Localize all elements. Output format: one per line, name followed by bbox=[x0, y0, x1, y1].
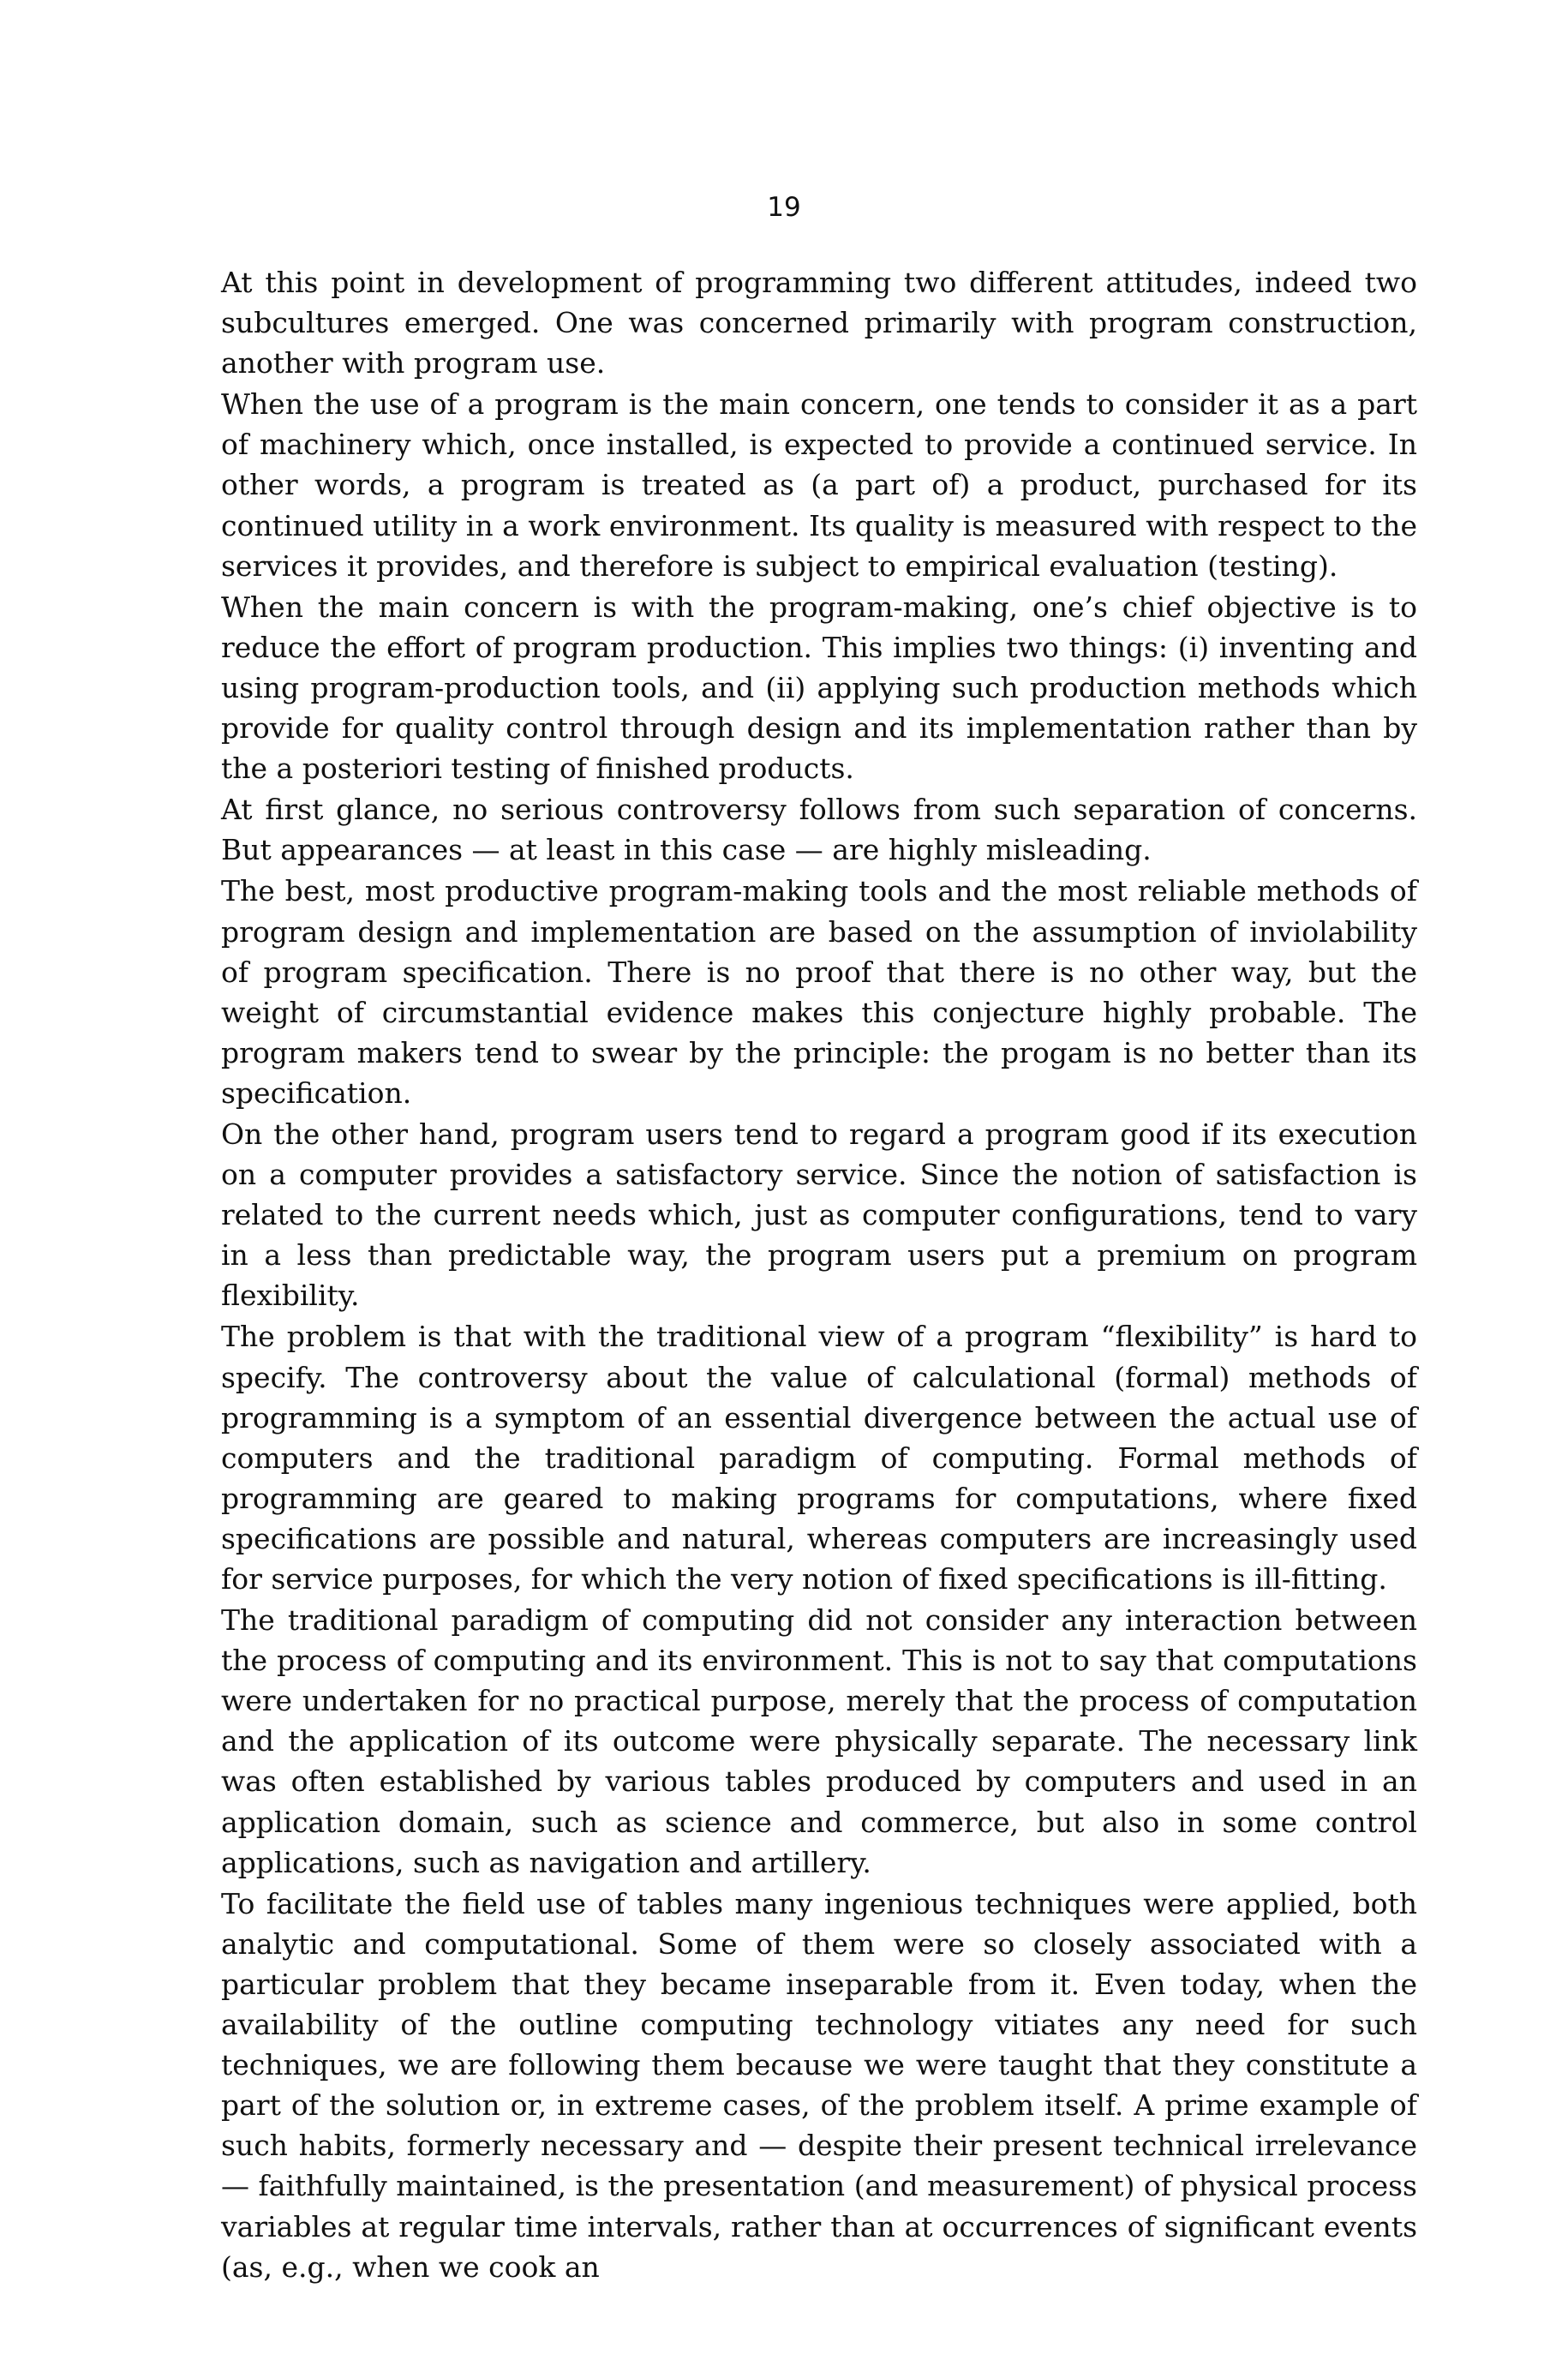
paragraph-7: The problem is that with the traditional view of a program “flexibility” is hard to specify. The controversy about the value of calculational (formal) methods of programming is a symptom of an essential divergence between the actual use of computers and the traditional paradigm of computing. Formal methods of programming are geared to making programs for computations, where fixed specifications are possible and natural, whereas computers are increasingly used for service purposes, for which the very notion of fixed specifications is ill-fitting. bbox=[221, 1320, 1417, 1596]
body-text bbox=[221, 262, 1417, 2288]
paragraph-4: At first glance, no serious controversy follows from such separation of concerns. But appearances — at least in this case — are highly misleading. bbox=[221, 793, 1417, 867]
page-number: 19 bbox=[767, 192, 801, 223]
paragraph-6: On the other hand, program users tend to regard a program good if its execution on a computer provides a satisfactory service. Since the notion of satisfaction is related to the current needs which, just as computer configurations, tend to vary in a less than predictable way, the program users put a premium on program flexibility. bbox=[221, 1117, 1417, 1313]
paragraph-3: When the main concern is with the program-making, one’s chief objective is to reduce the effort of program production. This implies two things: (i) inventing and using program-production tools, and (ii) applying such production methods which provide for quality control through design and its implementation rather than by the a posteriori testing of finished products. bbox=[221, 590, 1417, 786]
paragraph-9: To facilitate the field use of tables many ingenious techniques were applied, both analytic and computational. Some of them were so closely associated with a particular problem that they became inseparable from it. Even today, when the availability of the outline computing technology vitiates any need for such techniques, we are following them because we were taught that they constitute a part of the solution or, in extreme cases, of the problem itself. A prime example of such habits, formerly necessary and — despite their present technical irrelevance — faithfully maintained, is the presentation (and measurement) of physical process variables at regular time intervals, rather than at occurrences of significant events (as, e.g., when we cook an bbox=[221, 1886, 1417, 2284]
paragraph-1: At this point in development of programming two different attitudes, indeed two subcultures emerged. One was concerned primarily with program construction, another with program use. bbox=[221, 266, 1417, 380]
paragraph-5: The best, most productive program-making tools and the most reliable methods of program design and implementation are based on the assumption of inviolability of program specification. There is no proof that there is no other way, but the weight of circumstantial evidence makes this conjecture highly probable. The program makers tend to swear by the principle: the progam is no better than its specification. bbox=[221, 874, 1417, 1110]
paragraph-8: The traditional paradigm of computing did not consider any interaction between the process of computing and its environment. This is not to say that computations were undertaken for no practical purpose, merely that the process of computation and the application of its outcome were physically separate. The necessary link was often established by various tables produced by computers and used in an application domain, such as science and commerce, but also in some control applications, such as navigation and artillery. bbox=[221, 1603, 1417, 1879]
paragraph-2: When the use of a program is the main concern, one tends to consider it as a part of machinery which, once installed, is expected to provide a continued service. In other words, a program is treated as (a part of) a product, purchased for its continued utility in a work environment. Its quality is measured with respect to the services it provides, and therefore is subject to empirical evaluation (testing). bbox=[221, 387, 1417, 583]
